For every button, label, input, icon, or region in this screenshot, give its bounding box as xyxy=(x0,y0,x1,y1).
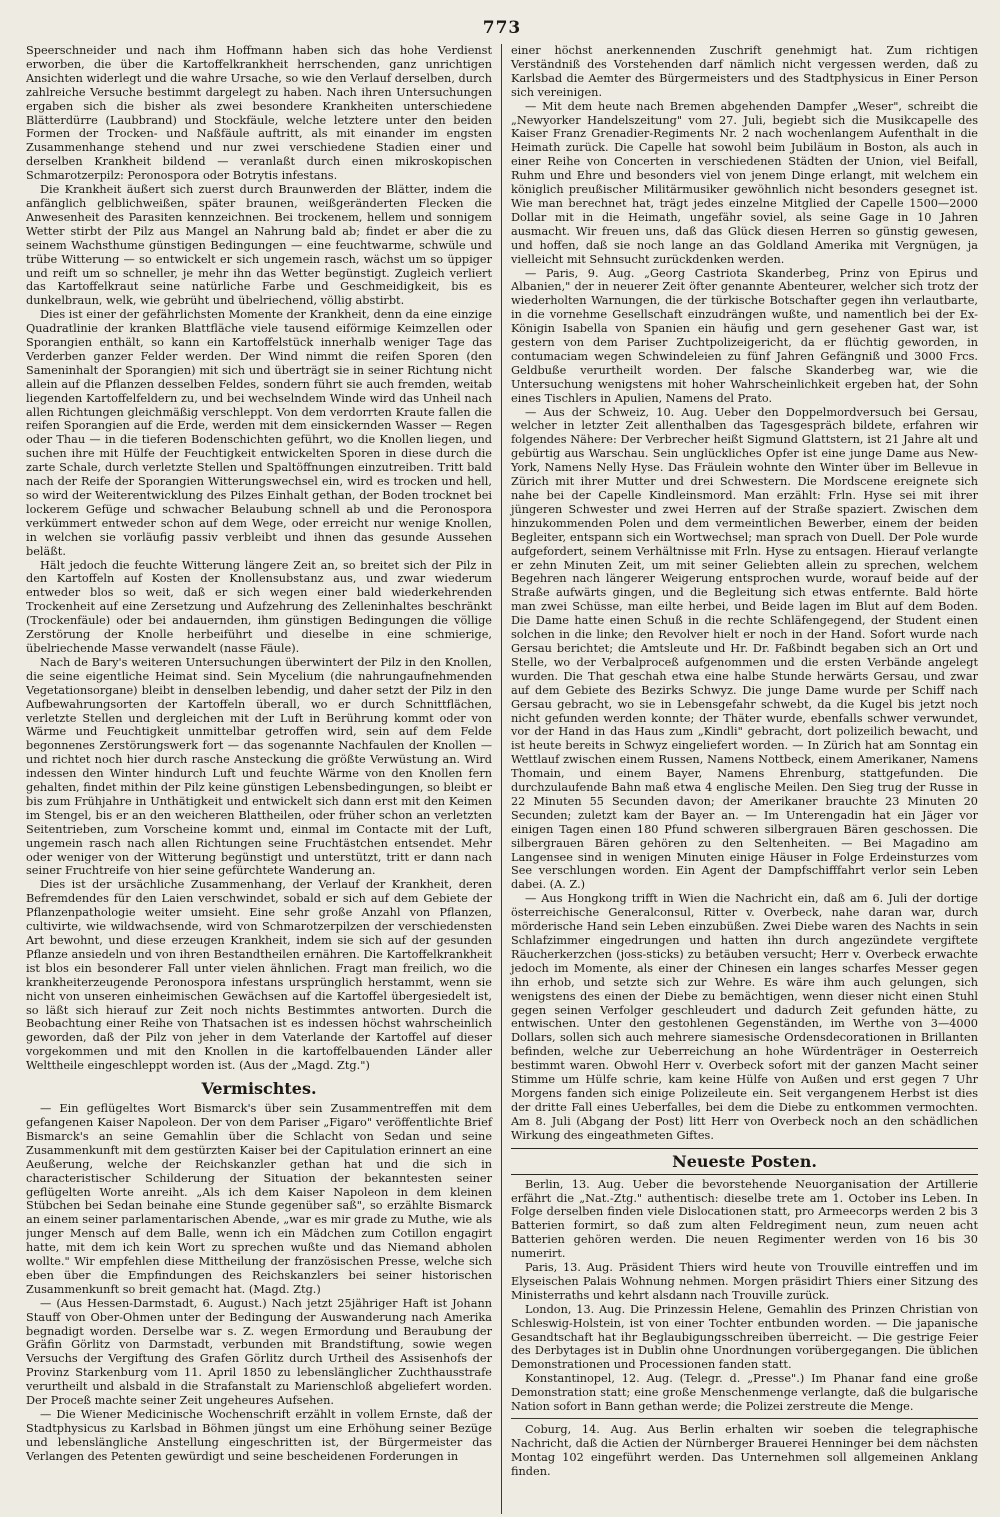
section-heading-neueste-posten: Neueste Posten. xyxy=(511,1148,978,1175)
dispatch-item: London, 13. Aug. Die Prinzessin Helene, Gemahlin des Prinzen Christian von Schleswig-Holstein, ist von einer Tochter entbunden worden. — Die japanische Gesandtschaft hat ihr Beglaubigungsschreiben überreicht. — Die gestrige Feier des Derbytages ist in Dublin ohne Unordnungen vorübergegangen. Die üblichen Demonstrationen und Processionen fanden statt. xyxy=(511,1302,978,1372)
news-item: — Mit dem heute nach Bremen abgehenden Dampfer „Weser", schreibt die „Newyorker Handelszeitung" vom 27. Juli, begiebt sich die Musikcapelle des Kaiser Franz Grenadier-Regiments Nr. 2 nach wochenlangem Aufenthalt in die Heimath zurück. Die Capelle hat sowohl beim Jubiläum in Boston, als auch in einer Reihe von Concerten in verschiedenen Städten der Union, viel Beifall, Ruhm und Ehre und besonders viel von jenem Dinge erlangt, mit welchem ein königlich preußischer Militärmusiker gewöhnlich nicht besonders gesegnet ist. Wie man berechnet hat, trägt jedes einzelne Mitglied der Capelle 1500—2000 Dollar mit in die Heimath, ungefähr soviel, als seine Gage in 10 Jahren ausmacht. Wir freuen uns, daß das Glück diesen Herren so günstig gewesen, und hoffen, daß sie noch lange an das Goldland Amerika mit Vergnügen, ja vielleicht mit Sehnsucht zurückdenken werden. xyxy=(511,99,978,266)
dispatch-item: Paris, 13. Aug. Präsident Thiers wird heute von Trouville eintreffen und im Elyseischen Palais Wohnung nehmen. Morgen präsidirt Thiers einer Sitzung des Ministerraths und kehrt alsdann nach Trouville zurück. xyxy=(511,1261,978,1302)
news-item: — Ein geflügeltes Wort Bismarck's über sein Zusammentreffen mit dem gefangenen Kaiser Napoleon. Der von dem Pariser „Figaro" veröffentlichte Brief Bismarck's an seine Gemahlin über die Schlacht von Sedan und seine Zusammenkunft mit dem gestürzten Kaiser bei der Capitulation erinnert an eine Aeußerung, welche der Reichskanzler gethan hat und die sich in characteristischer Schilderung der Situation der bekanntesten seiner geflügelten Worte anreiht. „Als ich dem Kaiser Napoleon in dem kleinen Stübchen bei Sedan beinahe eine Stunde gegenüber saß", so erzählte Bismarck an einem seiner parlamentarischen Abende, „war es mir grade zu Muthe, wie als junger Mensch auf dem Balle, wenn ich ein Mädchen zum Cotillon engagirt hatte, mit dem ich kein Wort zu sprechen wußte und das Niemand abholen wollte." Wir empfehlen diese Mittheilung der französischen Presse, welche sich eben über die Empfindungen des Reichskanzlers bei seiner historischen Zusammenkunft so breit gemacht hat. (Magd. Ztg.) xyxy=(26,1102,492,1296)
dispatch-item: Berlin, 13. Aug. Ueber die bevorstehende Neuorganisation der Artillerie erfährt die „Nat.-Ztg." authentisch: dieselbe trete am 1. October ins Leben. In Folge derselben finden viele Dislocationen statt, pro Armeecorps werden 2 bis 3 Batterien formirt, so daß zum alten Feldregiment neun, zum neuen acht Batterien gehören werden. Die neuen Regimenter werden von 16 bis 30 numerirt. xyxy=(511,1177,978,1261)
left-column xyxy=(26,44,502,1514)
article-paragraph: Die Krankheit äußert sich zuerst durch Braunwerden der Blätter, indem die anfänglich gelblichweißen, später braunen, weißgeränderten Flecken die Anwesenheit des Parasiten kennzeichnen. Bei trockenem, hellem und sonnigem Wetter stirbt der Pilz aus Mangel an Nahrung bald ab; findet er aber die zu seinem Wachsthume günstigen Bedingungen — eine feuchtwarme, schwüle und trübe Witterung — so entwickelt er sich ungemein rasch, wächst um so üppiger und reift um so schneller, je mehr ihn das Wetter begünstigt. Zugleich verliert das Kartoffelkraut seine natürliche Farbe und Geschmeidigkeit, bis es dunkelbraun, welk, wie gebrüht und übelriechend, völlig abstirbt. xyxy=(26,183,492,308)
section-heading-vermischtes: Vermischtes. xyxy=(201,1079,317,1099)
news-item: — Aus Hongkong trifft in Wien die Nachricht ein, daß am 6. Juli der dortige österreichische Generalconsul, Ritter v. Overbeck, nahe daran war, durch mörderische Hand sein Leben einzubüßen. Zwei Diebe waren des Nachts in sein Schlafzimmer eingedrungen und hatten ihn durch angezündete vergiftete Räucherkerzchen (joss-sticks) zu betäuben versucht; Herr v. Overbeck erwachte jedoch im Momente, als einer der Chinesen ein langes scharfes Messer gegen ihn erhob, und setzte sich zur Wehre. Es wäre ihm auch gelungen, sich wenigstens des einen der Diebe zu bemächtigen, wenn dieser nicht einen Stuhl gegen seinen Verfolger geschleudert und dadurch Zeit gefunden hätte, zu entwischen. Unter den gestohlenen Gegenständen, im Werthe von 3—4000 Dollars, sollen sich auch mehrere siamesische Ordensdecorationen in Brillanten befinden, welche zur Ueberreichung an hohe Würdenträger in Oesterreich bestimmt waren. Obwohl Herr v. Overbeck sofort mit der ganzen Macht seiner Stimme um Hülfe schrie, kam keine Hülfe von Außen und erst gegen 7 Uhr Morgens fanden sich einige Polizeileute ein. Seit vergangenem Herbst ist dies der dritte Fall eines Ueberfalles, bei dem die Diebe zu entkommen vermochten. Am 8. Juli (Abgang der Post) litt Herr von Overbeck noch an den schädlichen Wirkung des eingeathmeten Giftes. xyxy=(511,892,978,1142)
news-item: einer höchst anerkennenden Zuschrift genehmigt hat. Zum richtigen Verständniß des Vorstehenden darf nämlich nicht vergessen werden, daß zu Karlsbad die Aemter des Bürgermeisters und des Stadtphysicus in Einer Person sich vereinigen. xyxy=(511,44,978,99)
article-paragraph: Hält jedoch die feuchte Witterung längere Zeit an, so breitet sich der Pilz in den Kartoffeln auf Kosten der Knollensubstanz aus, und zwar wiederum entweder blos so weit, daß er sich wegen einer bald wiederkehrenden Trockenheit auf eine Zersetzung und Aufzehrung des Zelleninhaltes beschränkt (Trockenfäule) oder bei andauernden, ihm günstigen Bedingungen die völlige Zerstörung der Knolle herbeiführt und dieselbe in eine schmierige, übelriechende Masse verwandelt (nasse Fäule). xyxy=(26,558,492,655)
news-item: — Aus der Schweiz, 10. Aug. Ueber den Doppelmordversuch bei Gersau, welcher in letzter Zeit allenthalben das Tagesgespräch bildete, erfahren wir folgendes Nähere: Der Verbrecher heißt Sigmund Glattstern, ist 21 Jahre alt und gebürtig aus Warschau. Sein unglückliches Opfer ist eine junge Dame aus New-York, Namens Nelly Hyse. Das Fräulein wohnte den Winter über im Bellevue in Zürich mit ihrer Mutter und drei Schwestern. Die Mordscene ereignete sich nahe bei der Capelle Kindleinsmord. Man erzählt: Frln. Hyse sei mit ihrer jüngeren Schwester und zwei Herren auf der Straße spaziert. Zwischen dem hinzukommenden Polen und dem vermeintlichen Bewerber, einem der beiden Begleiter, entspann sich ein Wortwechsel; man sprach von Duell. Der Pole wurde aufgefordert, seinem Verhältnisse mit Frln. Hyse zu entsagen. Hierauf verlangte er zehn Minuten Zeit, um mit seiner Geliebten allein zu sprechen, welchem Begehren nach längerer Weigerung entsprochen wurde, worauf beide auf der Straße aufwärts gingen, und die Begleitung sich etwas entfernte. Bald hörte man zwei Schüsse, man eilte herbei, und Beide lagen im Blut auf dem Boden. Die Dame hatte einen Schuß in die rechte Schläfengegend, der Student einen solchen in die linke; den Revolver hielt er noch in der Hand. Sofort wurde nach Gersau berichtet; die Amtsleute und Hr. Dr. Faßbindt begaben sich an Ort und Stelle, wo der Verbalproceß aufgenommen und die ersten Verbände angelegt wurden. Die That geschah etwa eine halbe Stunde herwärts Gersau, und zwar auf dem Gebiete des Bezirks Schwyz. Die junge Dame wurde per Schiff nach Gersau gebracht, wo sie in Lebensgefahr schwebt, da die Kugel bis jetzt noch nicht gefunden werden konnte; der Thäter wurde, ebenfalls schwer verwundet, vor der Hand in das Haus zum „Kindli" gebracht, dort polizeilich bewacht, und ist heute bereits in Schwyz eingeliefert worden. — In Zürich hat am Sonntag ein Wettlauf zwischen einem Russen, Namens Nottbeck, einem Amerikaner, Namens Thomain, und einem Bayer, Namens Ehrenburg, stattgefunden. Die durchzulaufende Bahn maß etwa 4 englische Meilen. Den Sieg trug der Russe in 22 Minuten 55 Secunden davon; der Amerikaner brauchte 23 Minuten 20 Secunden; zuletzt kam der Bayer an. — Im Unterengadin hat ein Jäger vor einigen Tagen einen 180 Pfund schweren silbergrauen Bären geschossen. Die silbergrauen Bären gehören zu den Seltenheiten. — Bei Magadino am Langensee sind in wenigen Minuten einige Häuser in Folge Erdeinsturzes vom See verschlungen worden. Ein Agent der Dampfschifffahrt verlor sein Leben dabei. (A. Z.) xyxy=(511,405,978,892)
news-item: — Paris, 9. Aug. „Georg Castriota Skanderbeg, Prinz von Epirus und Albanien," der in neuerer Zeit öfter genannte Abenteurer, welcher sich trotz der wiederholten Warnungen, die der türkische Botschafter gegen ihn verlautbarte, in die vornehme Gesellschaft einzudrängen wußte, und namentlich bei der Ex-Königin Isabella von Spanien ein häufig und gern gesehener Gast war, ist gestern von dem Pariser Zuchtpolizeigericht, da er flüchtig geworden, in contumaciam wegen Schwindeleien zu fünf Jahren Gefängniß und 3000 Frcs. Geldbuße verurtheilt worden. Der falsche Skanderbeg war, wie die Untersuchung wenigstens mit hoher Wahrscheinlichkeit ergeben hat, der Sohn eines Tischlers in Apulien, Namens del Prato. xyxy=(511,266,978,405)
news-item: — (Aus Hessen-Darmstadt, 6. August.) Nach jetzt 25jähriger Haft ist Johann Stauff von Ober-Ohmen unter der Bedingung der Auswanderung nach Amerika begnadigt worden. Derselbe war s. Z. wegen Ermordung und Beraubung der Gräfin Görlitz von Darmstadt, verbunden mit Brandstiftung, sowie wegen Versuchs der Vergiftung des Grafen Görlitz durch Urtheil des Assisenhofs der Provinz Starkenburg vom 11. April 1850 zu lebenslänglicher Zuchthausstrafe verurtheilt und alsbald in die Strafanstalt zu Marienschloß abgeliefert worden. Der Proceß machte seiner Zeit ungeheures Aufsehen. xyxy=(26,1296,492,1408)
dispatch-item: Coburg, 14. Aug. Aus Berlin erhalten wir soeben die telegraphische Nachricht, daß die Actien der Nürnberger Brauerei Henninger bei dem nächsten Montag 102 eingeführt werden. Das Unternehmen soll allgemeinen Anklang finden. xyxy=(511,1423,978,1478)
article-paragraph: Dies ist der ursächliche Zusammenhang, der Verlauf der Krankheit, deren Befremdendes für den Laien verschwindet, sobald er sich auf dem Gebiete der Pflanzenpathologie weiter umsieht. Eine sehr große Anzahl von Pflanzen, cultivirte, wie wildwachsende, wird von Schmarotzerpilzen der verschiedensten Art bewohnt, und diese erzeugen Krankheit, indem sie sich auf der gesunden Pflanze ansiedeln und von ihren Bestandtheilen ernähren. Die Kartoffelkrankheit ist blos ein besonderer Fall unter vielen ähnlichen. Fragt man freilich, wo die krankheiterzeugende Peronospora infestans ursprünglich herstammt, wenn sie nicht von unseren einheimischen Gewächsen auf die Kartoffel übergesiedelt ist, so läßt sich hierauf zur Zeit noch nichts Bestimmtes antworten. Durch die Beobachtung einer Reihe von Thatsachen ist es indessen höchst wahrscheinlich geworden, daß der Pilz von jeher in dem Vaterlande der Kartoffel auf dieser vorgekommen und mit den Knollen in die kartoffelbauenden Länder aller Welttheile eingeschleppt worden ist. (Aus der „Magd. Ztg.") xyxy=(26,878,492,1073)
article-paragraph: Nach de Bary's weiteren Untersuchungen überwintert der Pilz in den Knollen, die seine eigentliche Heimat sind. Sein Mycelium (die nahrungaufnehmenden Vegetationsorgane) bleibt in denselben lebendig, und daher setzt der Pilz in den Aufbewahrungsorten der Kartoffeln überall, wo er durch Schnittflächen, verletzte Stellen und dergleichen mit der Luft in Berührung kommt oder von Wärme und Feuchtigkeit unmittelbar getroffen wird, sein auf dem Felde begonnenes Zerstörungswerk fort — das sogenannte Nachfaulen der Knollen — und richtet noch hier durch rasche Ansteckung die größte Verwüstung an. Wird indessen den Winter hindurch Luft und feuchte Wärme von den Knollen fern gehalten, findet mithin der Pilz keine günstigen Lebensbedingungen, so bleibt er bis zum Frühjahre in Unthätigkeit und entwickelt sich dann erst mit den Keimen im Stengel, bis er an den weicheren Blattheilen, oder früher schon an verletzten Seitentrieben, zum Vorscheine kommt und, einmal im Contacte mit der Luft, ungemein rasch nach allen Richtungen seine Fruchtästchen entsendet. Mehr oder weniger von der Witterung begünstigt und unterstützt, tritt er dann nach seiner Fruchtreife von hier seine gefürchtete Wanderung an. xyxy=(26,655,492,878)
right-column xyxy=(502,44,978,1514)
columns xyxy=(26,44,978,1514)
divider xyxy=(511,1418,978,1419)
article-paragraph: Speerschneider und nach ihm Hoffmann haben sich das hohe Verdienst erworben, die über die Kartoffelkrankheit herrschenden, ganz unrichtigen Ansichten widerlegt und die wahre Ursache, so wie den Verlauf derselben, durch zahlreiche Versuche bestimmt dargelegt zu haben. Nach ihren Untersuchungen ergaben sich die bisher als zwei besondere Krankheiten unterschiedene Blätterdürre (Laubbrand) und Stockfäule, welche letztere unter den beiden Formen der Trocken- und Naßfäule auftritt, als mit einander im engsten Zusammenhange stehend und nur zwei verschiedene Stadien einer und derselben Krankheit bildend — veranlaßt durch einen mikroskopischen Schmarotzerpilz: Peronospora oder Botrytis infestans. xyxy=(26,44,493,183)
dispatch-item: Konstantinopel, 12. Aug. (Telegr. d. „Presse".) Im Phanar fand eine große Demonstration statt; eine große Menschenmenge verlangte, daß die bulgarische Nation sofort in Bann gethan werde; die Polizei zerstreute die Menge. xyxy=(511,1372,978,1414)
news-item: — Die Wiener Medicinische Wochenschrift erzählt in vollem Ernste, daß der Stadtphysicus zu Karlsbad in Böhmen jüngst um eine Erhöhung seiner Bezüge und lebenslängliche Anstellung eingeschritten ist, der Bürgermeister das Verlangen des Petenten gewürdigt und seine bescheidenen Forderungen in xyxy=(26,1408,492,1463)
article-paragraph: Dies ist einer der gefährlichsten Momente der Krankheit, denn da eine einzige Quadratlinie der kranken Blattfläche viele tausend eiförmige Keimzellen oder Sporangien enthält, so kann ein Kartoffelstück innerhalb weniger Tage das Verderben ganzer Felder werden. Der Wind nimmt die reifen Sporen (den Sameninhalt der Sporangien) mit sich und überträgt sie in seiner Richtung nicht allein auf die Pflanzen desselben Feldes, sondern führt sie auch fremden, weitab liegenden Kartoffelfeldern zu, und bei wechselndem Winde wird das Unheil nach allen Richtungen gleichmäßig verschleppt. Von dem verdorrten Kraute fallen die reifen Sporangien auf die Erde, werden mit dem einsickernden Wasser — Regen oder Thau — in die tieferen Bodenschichten geführt, wo die Knollen liegen, und suchen ihre mit Hülfe der Feuchtigkeit entwickelten Sporen in diese durch die zarte Schale, durch verletzte Stellen und Spaltöffnungen einzutreiben. Tritt bald nach der Reife der Sporangien Witterungswechsel ein, wird es trocken und hell, so wird der Weiterentwicklung des Pilzes Einhalt gethan, der Boden trocknet bei lockerem Gefüge und schwacher Belaubung schnell ab und die Peronospora verkümmert entweder schon auf dem Wege, oder erreicht nur wenige Knollen, in welchen sie vorläufig passiv verbleibt und ihnen das gesunde Aussehen beläßt. xyxy=(26,308,492,558)
page-number: 773 xyxy=(482,18,522,38)
